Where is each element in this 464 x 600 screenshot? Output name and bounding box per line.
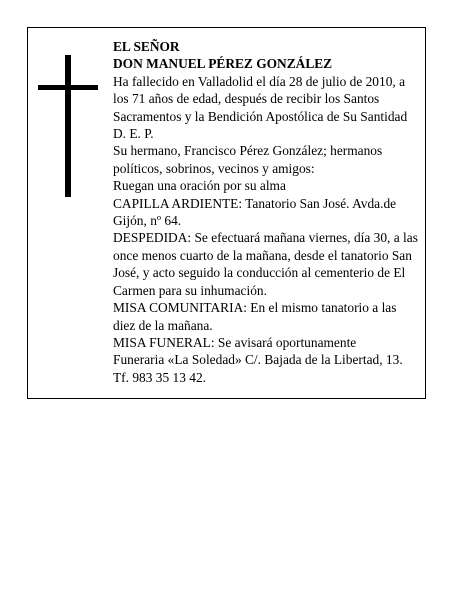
- latin-cross-icon: [38, 55, 98, 197]
- cross-horizontal-bar: [38, 85, 98, 90]
- title-line-1: EL SEÑOR: [113, 39, 180, 54]
- cross-vertical-bar: [65, 55, 71, 197]
- funeral-mass: MISA FUNERAL: Se avisará oportunamente: [113, 334, 357, 350]
- deceased-name: DON MANUEL PÉREZ GONZÁLEZ: [113, 56, 333, 72]
- community-mass: MISA COMUNITARIA: En el mismo tanatorio a las diez de la mañana.: [113, 300, 397, 333]
- funeral-home-contact: Funeraria «La Soledad» C/. Bajada de la Libertad, 13. Tf. 983 35 13 42.: [113, 352, 403, 385]
- farewell-details: DESPEDIDA: Se efectuará mañana viernes, día 30, a las once menos cuarto de la mañana, desde el tanatorio San José, y acto seguido la conducción al cementerio de El Carmen para su inhumación.: [113, 230, 418, 298]
- obituary-text: [113, 38, 419, 386]
- wake-location: CAPILLA ARDIENTE: Tanatorio San José. Avda.de Gijón, nº 64.: [113, 195, 397, 229]
- family-mourners: Su hermano, Francisco Pérez González; hermanos políticos, sobrinos, vecinos y amigos:: [113, 143, 383, 176]
- prayer-request: Ruegan una oración por su alma: [113, 178, 286, 194]
- death-announcement: Ha fallecido en Valladolid el día 28 de julio de 2010, a los 71 años de edad, después de recibir los Santos Sacramentos y la Bendición Apostólica de Su Santidad D. E. P.: [113, 73, 408, 142]
